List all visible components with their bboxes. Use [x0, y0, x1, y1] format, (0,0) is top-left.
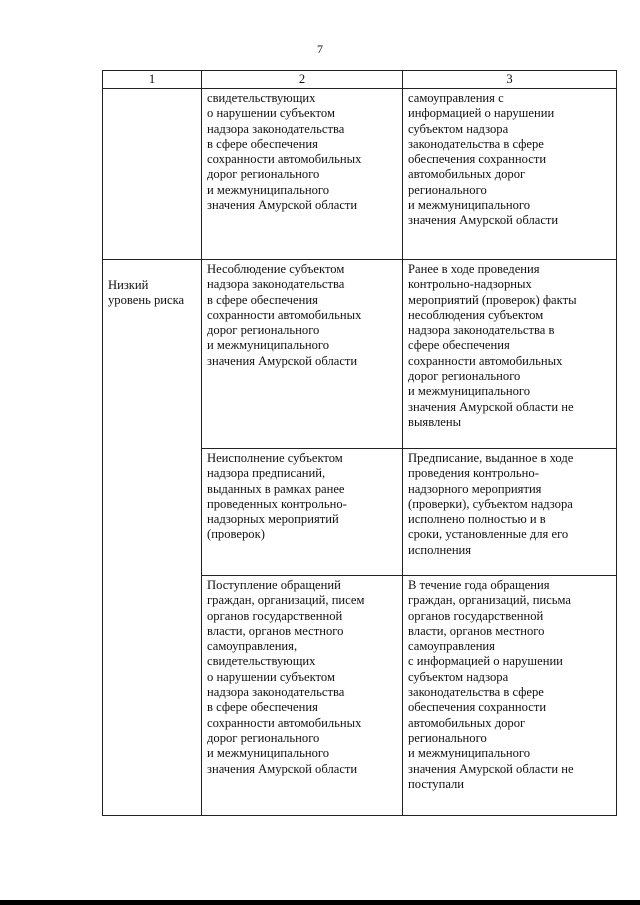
column-header-3: 3	[403, 71, 617, 89]
scan-bottom-edge	[0, 900, 640, 905]
risk-level-cell: Низкий уровень риска	[103, 260, 202, 816]
table-header-row	[103, 71, 617, 89]
page-number: 7	[317, 42, 323, 56]
column-header-2: 2	[202, 71, 403, 89]
criterion-cell: Неисполнение субъектом надзора предписаний, выданных в рамках ранее проведенных контрольно- надзорных мероприятий (проверок)	[202, 449, 403, 576]
indicator-cell: Ранее в ходе проведения контрольно-надзорных мероприятий (проверок) факты несоблюдения субъектом надзора законодательства в сфере обеспечения сохранности автомобильных дорог регионального и межмуниципального значения Амурской области не выявлены	[403, 260, 617, 449]
table-row	[103, 260, 617, 449]
indicator-cell: самоуправления с информацией о нарушении субъектом надзора законодательства в сфере обеспечения сохранности автомобильных дорог регионального и межмуниципального значения Амурской области	[403, 89, 617, 260]
risk-level-cell	[103, 89, 202, 260]
criterion-cell: Поступление обращений граждан, организаций, писем органов государственной власти, органов местного самоуправления, свидетельствующих о нарушении субъектом надзора законодательства в сфере обеспечения сохранности автомобильных дорог регионального и межмуниципального значения Амурской области	[202, 576, 403, 816]
column-header-1: 1	[103, 71, 202, 89]
table-row	[103, 89, 617, 260]
risk-criteria-table	[102, 70, 617, 816]
indicator-cell: Предписание, выданное в ходе проведения контрольно- надзорного мероприятия (проверки), субъектом надзора исполнено полностью и в сроки, установленные для его исполнения	[403, 449, 617, 576]
indicator-cell: В течение года обращения граждан, организаций, письма органов государственной власти, органов местного самоуправления с информацией о нарушении субъектом надзора законодательства в сфере обеспечения сохранности автомобильных дорог регионального и межмуниципального значения Амурской области не поступали	[403, 576, 617, 816]
criterion-cell: свидетельствующих о нарушении субъектом надзора законодательства в сфере обеспечения сохранности автомобильных дорог регионального и межмуниципального значения Амурской области	[202, 89, 403, 260]
criterion-cell: Несоблюдение субъектом надзора законодательства в сфере обеспечения сохранности автомобильных дорог регионального и межмуниципального значения Амурской области	[202, 260, 403, 449]
